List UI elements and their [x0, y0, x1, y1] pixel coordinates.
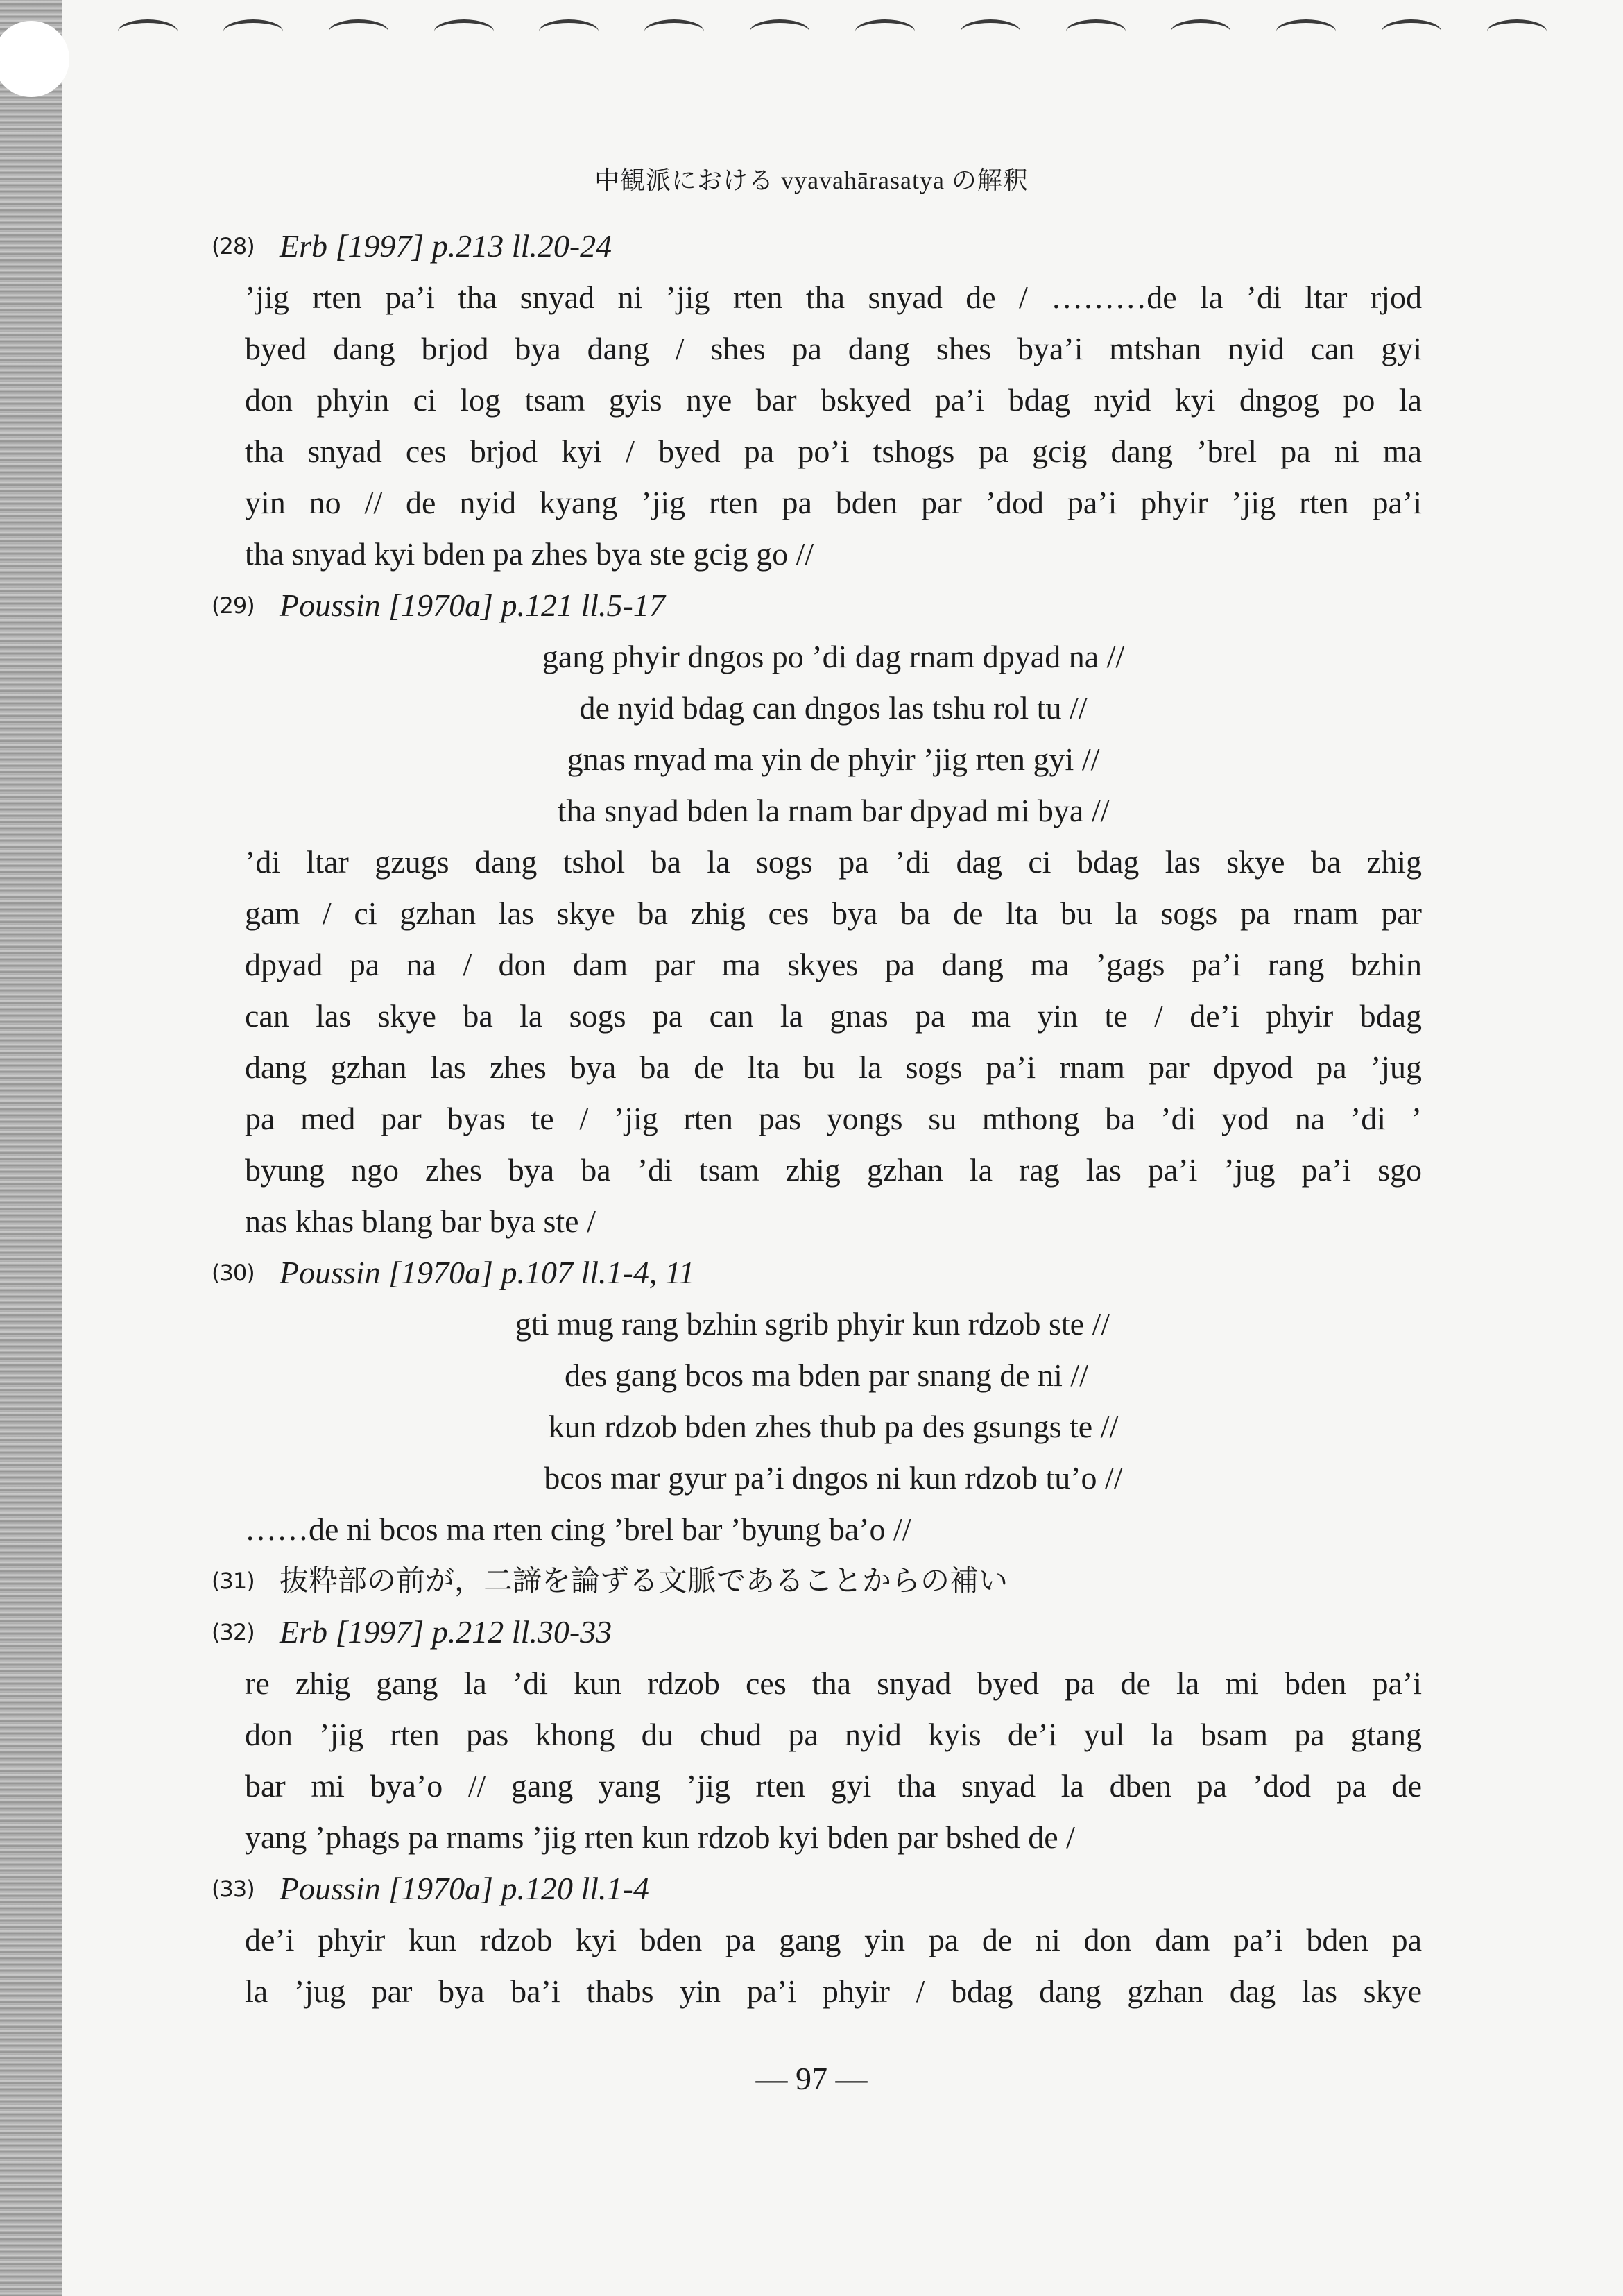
note-number: (32): [212, 1619, 255, 1645]
note-number: (28): [212, 233, 255, 259]
note-reference: Erb [1997] p.212 ll.30-33: [280, 1614, 612, 1650]
note-29-line: dang gzhan las zhes bya ba de lta bu la sogs pa’i rnam par dpyod pa ’jug: [245, 1050, 1422, 1085]
note-30-verse-line: gti mug rang bzhin sgrib phyir kun rdzob ste //: [515, 1306, 1110, 1342]
note-30-verse-line: bcos mar gyur pa’i dngos ni kun rdzob tu’o //: [544, 1460, 1123, 1496]
note-reference: Erb [1997] p.213 ll.20-24: [280, 228, 612, 264]
note-29-verse-line: gnas rnyad ma yin de phyir ’jig rten gyi //: [567, 742, 1100, 777]
note-32-line: bar mi bya’o // gang yang ’jig rten gyi tha snyad la dben pa ’dod pa de: [245, 1768, 1422, 1804]
running-head: 中観派における vyavahārasatya の解釈: [594, 166, 1029, 194]
binding-edge-shadow: [0, 0, 62, 2296]
note-33-line: de’i phyir kun rdzob kyi bden pa gang yin pa de ni don dam pa’i bden pa: [245, 1922, 1422, 1957]
note-29-line: gam / ci gzhan las skye ba zhig ces bya ba de lta bu la sogs pa rnam par: [245, 896, 1422, 931]
note-29-verse-line: de nyid bdag can dngos las tshu rol tu //: [579, 690, 1088, 726]
note-29-line: byung ngo zhes bya ba ’di tsam zhig gzhan la rag las pa’i ’jug pa’i sgo: [245, 1152, 1422, 1188]
note-28-line: tha snyad ces brjod kyi / byed pa po’i tshogs pa gcig dang ’brel pa ni ma: [245, 434, 1422, 469]
note-29-verse-line: tha snyad bden la rnam bar dpyad mi bya //: [557, 793, 1110, 828]
page-number: — 97 —: [755, 2061, 868, 2096]
note-number: (33): [212, 1876, 255, 1902]
note-32-line: yang ’phags pa rnams ’jig rten kun rdzob kyi bden par bshed de /: [245, 1819, 1075, 1855]
note-reference: Poussin [1970a] p.121 ll.5-17: [280, 588, 665, 623]
note-number: (29): [212, 592, 255, 619]
note-28-line: ’jig rten pa’i tha snyad ni ’jig rten tha snyad de / ………de la ’di ltar rjod: [245, 280, 1422, 315]
note-29-line: ’di ltar gzugs dang tshol ba la sogs pa ’di dag ci bdag las skye ba zhig: [245, 844, 1422, 880]
note-33-line: la ’jug par bya ba’i thabs yin pa’i phyir / bdag dang gzhan dag las skye: [245, 1973, 1422, 2009]
note-30-continuation: ……de ni bcos ma rten cing ’brel bar ’byung ba’o //: [245, 1511, 911, 1547]
note-reference: Poussin [1970a] p.120 ll.1-4: [280, 1871, 649, 1906]
note-30-header: [212, 1247, 1422, 1299]
note-number: (30): [212, 1260, 255, 1286]
note-28-line: don phyin ci log tsam gyis nye bar bskyed pa’i bdag nyid kyi dngog po la: [245, 382, 1422, 418]
note-28-line: yin no // de nyid kyang ’jig rten pa bden par ’dod pa’i phyir ’jig rten pa’i: [245, 485, 1422, 520]
note-30-verse-line: des gang bcos ma bden par snang de ni //: [565, 1357, 1088, 1393]
note-29-line: can las skye ba la sogs pa can la gnas pa ma yin te / de’i phyir bdag: [245, 998, 1422, 1034]
note-33-header: [212, 1863, 1422, 1914]
note-32-header: [212, 1607, 1422, 1658]
perforation-marks: [118, 19, 1547, 47]
note-29-verse-line: gang phyir dngos po ’di dag rnam dpyad na //: [542, 639, 1125, 674]
note-29-line: dpyad pa na / don dam par ma skyes pa dang ma ’gags pa’i rang bzhin: [245, 947, 1422, 982]
note-29-line: pa med par byas te / ’jig rten pas yongs su mthong ba ’di yod na ’di ’: [245, 1101, 1422, 1136]
note-32-line: don ’jig rten pas khong du chud pa nyid kyis de’i yul la bsam pa gtang: [245, 1717, 1422, 1752]
note-32-line: re zhig gang la ’di kun rdzob ces tha snyad byed pa de la mi bden pa’i: [245, 1665, 1422, 1701]
note-29-header: [212, 580, 1422, 631]
note-28-line: byed dang brjod bya dang / shes pa dang shes bya’i mtshan nyid can gyi: [245, 331, 1422, 366]
note-29-line: nas khas blang bar bya ste /: [245, 1203, 596, 1239]
notes-body: [212, 221, 1422, 2017]
note-reference: Poussin [1970a] p.107 ll.1-4, 11: [280, 1255, 695, 1290]
note-30-verse-line: kun rdzob bden zhes thub pa des gsungs te //: [548, 1409, 1119, 1444]
note-28-header: [212, 221, 1422, 272]
note-28-line: tha snyad kyi bden pa zhes bya ste gcig go //: [245, 536, 814, 572]
note-number: (31): [212, 1568, 255, 1594]
note-31-header: [212, 1555, 1422, 1607]
note-31-text: 抜粋部の前が，二諦を論ずる文脈であることからの補い: [280, 1563, 1008, 1597]
